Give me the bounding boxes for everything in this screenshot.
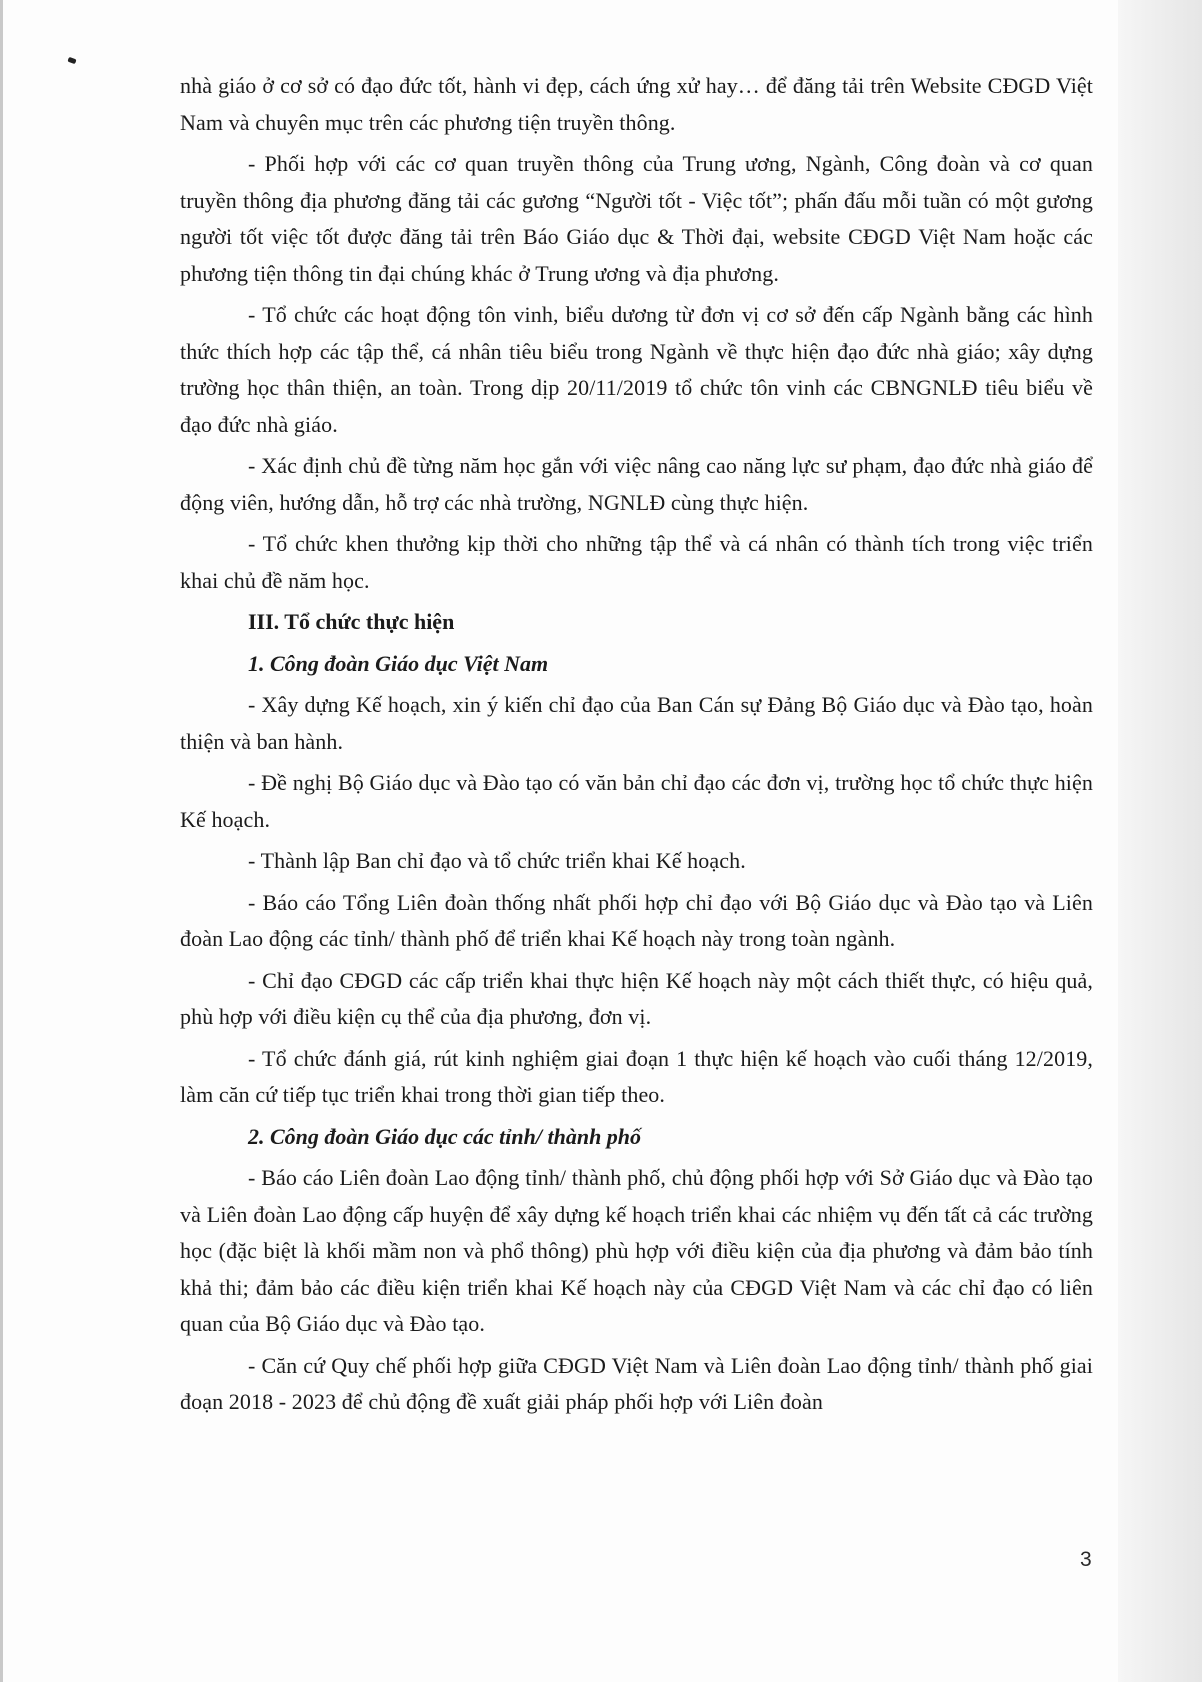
section-heading: III. Tổ chức thực hiện	[248, 609, 455, 634]
paragraph-annual-theme: - Xác định chủ đề từng năm học gắn với việc nâng cao năng lực sư phạm, đạo đức nhà giáo để động viên, hướng dẫn, hỗ trợ các nhà trường, NGNLĐ cùng thực hiện.	[180, 453, 1093, 515]
scan-right-margin	[1118, 0, 1202, 1682]
paragraph-s2-1: - Báo cáo Liên đoàn Lao động tỉnh/ thành phố, chủ động phối hợp với Sở Giáo dục và Đào tạo và Liên đoàn Lao động cấp huyện để xây dựng kế hoạch triển khai các nhiệm vụ đến tất cả các trường học (đặc biệt là khối mầm non và phổ thông) phù hợp với điều kiện của địa phương và đảm bảo tính khả thi; đảm bảo các điều kiện triển khai Kế hoạch này của CĐGD Việt Nam và các chỉ đạo có liên quan của Bộ Giáo dục và Đào tạo.	[180, 1165, 1093, 1336]
paragraph-rewards: - Tổ chức khen thưởng kịp thời cho những tập thể và cá nhân có thành tích trong việc triển khai chủ đề năm học.	[180, 531, 1093, 593]
paragraph-s1-5: - Chỉ đạo CĐGD các cấp triển khai thực hiện Kế hoạch này một cách thiết thực, có hiệu quả, phù hợp với điều kiện cụ thể của địa phương, đơn vị.	[180, 967, 1093, 1029]
paragraph-s1-4: - Báo cáo Tổng Liên đoàn thống nhất phối hợp chỉ đạo với Bộ Giáo dục và Đào tạo và Liên đoàn Lao động các tỉnh/ thành phố để triển khai Kế hoạch này trong toàn ngành.	[180, 889, 1093, 951]
paragraph-s1-1: - Xây dựng Kế hoạch, xin ý kiến chỉ đạo của Ban Cán sự Đảng Bộ Giáo dục và Đào tạo, hoàn thiện và ban hành.	[180, 692, 1093, 754]
paragraph-media-coordination: - Phối hợp với các cơ quan truyền thông của Trung ương, Ngành, Công đoàn và cơ quan truyền thông địa phương đăng tải các gương “Người tốt - Việc tốt”; phấn đấu mỗi tuần có một gương người tốt việc tốt được đăng tải trên Báo Giáo dục & Thời đại, website CĐGD Việt Nam hoặc các phương tiện thông tin đại chúng khác ở Trung ương và địa phương.	[180, 151, 1093, 286]
scan-mark	[67, 57, 76, 64]
subsection-heading-2: 2. Công đoàn Giáo dục các tỉnh/ thành phố	[248, 1123, 642, 1149]
paragraph-continuation: nhà giáo ở cơ sở có đạo đức tốt, hành vi đẹp, cách ứng xử hay… để đăng tải trên Website CĐGD Việt Nam và chuyên mục trên các phương tiện truyền thông.	[180, 73, 1093, 135]
document-body	[180, 68, 1093, 1426]
subsection-heading-1: 1. Công đoàn Giáo dục Việt Nam	[248, 650, 549, 676]
paragraph-s2-2: - Căn cứ Quy chế phối hợp giữa CĐGD Việt Nam và Liên đoàn Lao động tỉnh/ thành phố giai đoạn 2018 - 2023 để chủ động đề xuất giải pháp phối hợp với Liên đoàn	[180, 1352, 1093, 1414]
paragraph-s1-2: - Đề nghị Bộ Giáo dục và Đào tạo có văn bản chỉ đạo các đơn vị, trường học tổ chức thực hiện Kế hoạch.	[180, 770, 1093, 832]
paragraph-honoring: - Tổ chức các hoạt động tôn vinh, biểu dương từ đơn vị cơ sở đến cấp Ngành bằng các hình thức thích hợp các tập thể, cá nhân tiêu biểu trong Ngành về thực hiện đạo đức nhà giáo; xây dựng trường học thân thiện, an toàn. Trong dịp 20/11/2019 tổ chức tôn vinh các CBNGNLĐ tiêu biểu về đạo đức nhà giáo.	[180, 302, 1093, 437]
page-number: 3	[1080, 1548, 1092, 1571]
scan-left-edge	[0, 0, 3, 1682]
paragraph-s1-3: - Thành lập Ban chỉ đạo và tổ chức triển khai Kế hoạch.	[248, 848, 746, 873]
paragraph-s1-6: - Tổ chức đánh giá, rút kinh nghiệm giai đoạn 1 thực hiện kế hoạch vào cuối tháng 12/2019, làm căn cứ tiếp tục triển khai trong thời gian tiếp theo.	[180, 1045, 1093, 1107]
